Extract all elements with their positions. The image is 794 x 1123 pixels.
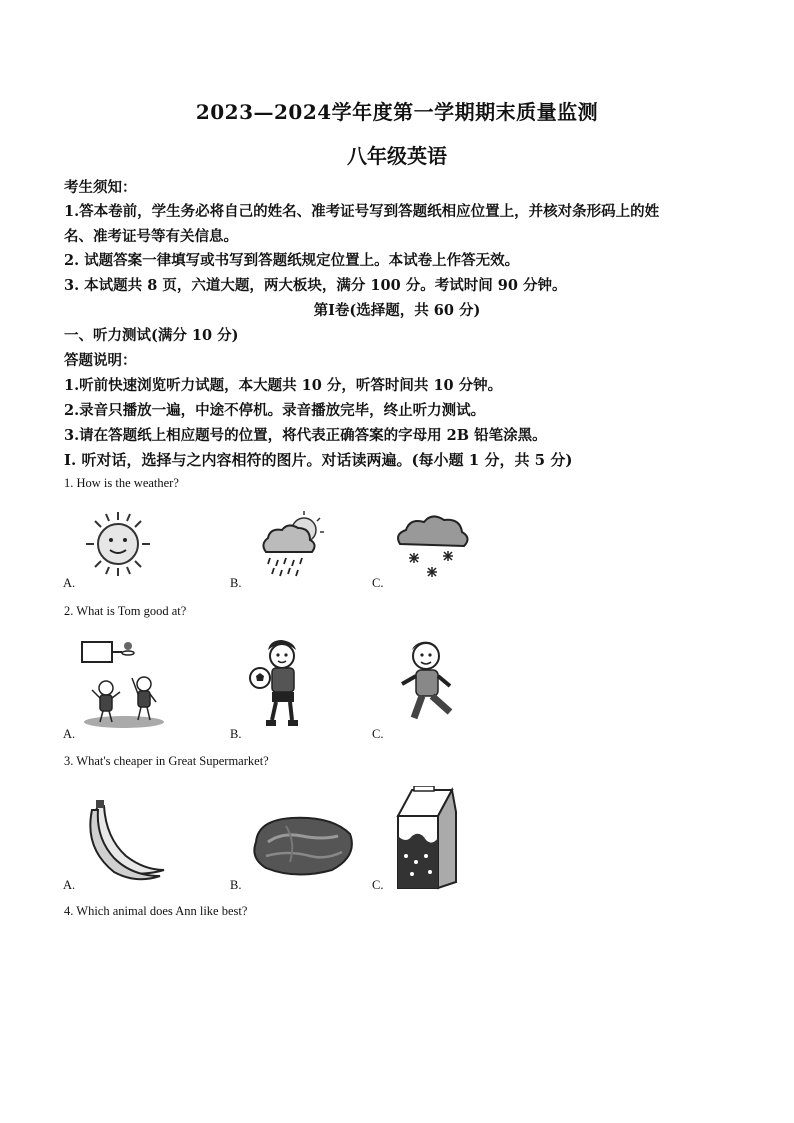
instruction-1: 1.听前快速浏览听力试题，本大题共 10 分，听答时间共 10 分钟。 — [64, 377, 503, 394]
question-3: 3. What's cheaper in Great Supermarket? — [64, 754, 269, 768]
notice-item-3: 3. 本试题共 8 页，六道大题，两大板块，满分 100 分。考试时间 90 分钟。 — [64, 277, 567, 294]
notice-item-1-line-1: 1.答本卷前，学生务必将自己的姓名、准考证号写到答题纸相应位置上，并核对条形码上的姓 — [64, 203, 660, 220]
meat-icon — [246, 812, 358, 880]
sun-icon — [80, 508, 156, 580]
question-4: 4. Which animal does Ann like best? — [64, 904, 248, 918]
basketball-icon — [78, 638, 170, 730]
soccer-icon — [248, 636, 310, 730]
notice-item-2: 2. 试题答案一律填写或书写到答题纸规定位置上。本试卷上作答无效。 — [64, 252, 520, 269]
q1-option-b: B. — [230, 576, 242, 590]
instruction-3: 3.请在答题纸上相应题号的位置，将代表正确答案的字母用 2B 铅笔涂黑。 — [64, 427, 547, 444]
notice-item-1-line-2: 名、准考证号等有关信息。 — [64, 228, 238, 245]
q3-option-a: A. — [63, 878, 76, 892]
section-title: 一、听力测试(满分 10 分) — [64, 327, 239, 344]
question-1: 1. How is the weather? — [64, 476, 179, 490]
exam-subtitle: 八年级英语 — [347, 144, 447, 168]
q1-option-a: A. — [63, 576, 76, 590]
subsection-title: I. 听对话，选择与之内容相符的图片。对话读两遍。(每小题 1 分，共 5 分) — [64, 451, 573, 469]
q2-option-c: C. — [372, 727, 384, 741]
milk-carton-icon — [392, 786, 458, 890]
running-icon — [396, 636, 466, 728]
rain-cloud-icon — [256, 508, 328, 580]
question-2: 2. What is Tom good at? — [64, 604, 187, 618]
instructions-heading: 答题说明： — [64, 352, 137, 369]
snow-cloud-icon — [392, 508, 472, 580]
q1-option-c: C. — [372, 576, 384, 590]
q2-option-a: A. — [63, 727, 76, 741]
instruction-2: 2.录音只播放一遍，中途不停机。录音播放完毕，终止听力测试。 — [64, 402, 486, 419]
q2-option-b: B. — [230, 727, 242, 741]
banana-icon — [84, 796, 170, 882]
exam-title: 2023—2024学年度第一学期期末质量监测 — [195, 100, 599, 124]
q3-option-b: B. — [230, 878, 242, 892]
q3-option-c: C. — [372, 878, 384, 892]
part-title: 第Ⅰ卷(选择题，共 60 分) — [313, 302, 481, 319]
notice-heading: 考生须知： — [64, 179, 137, 196]
